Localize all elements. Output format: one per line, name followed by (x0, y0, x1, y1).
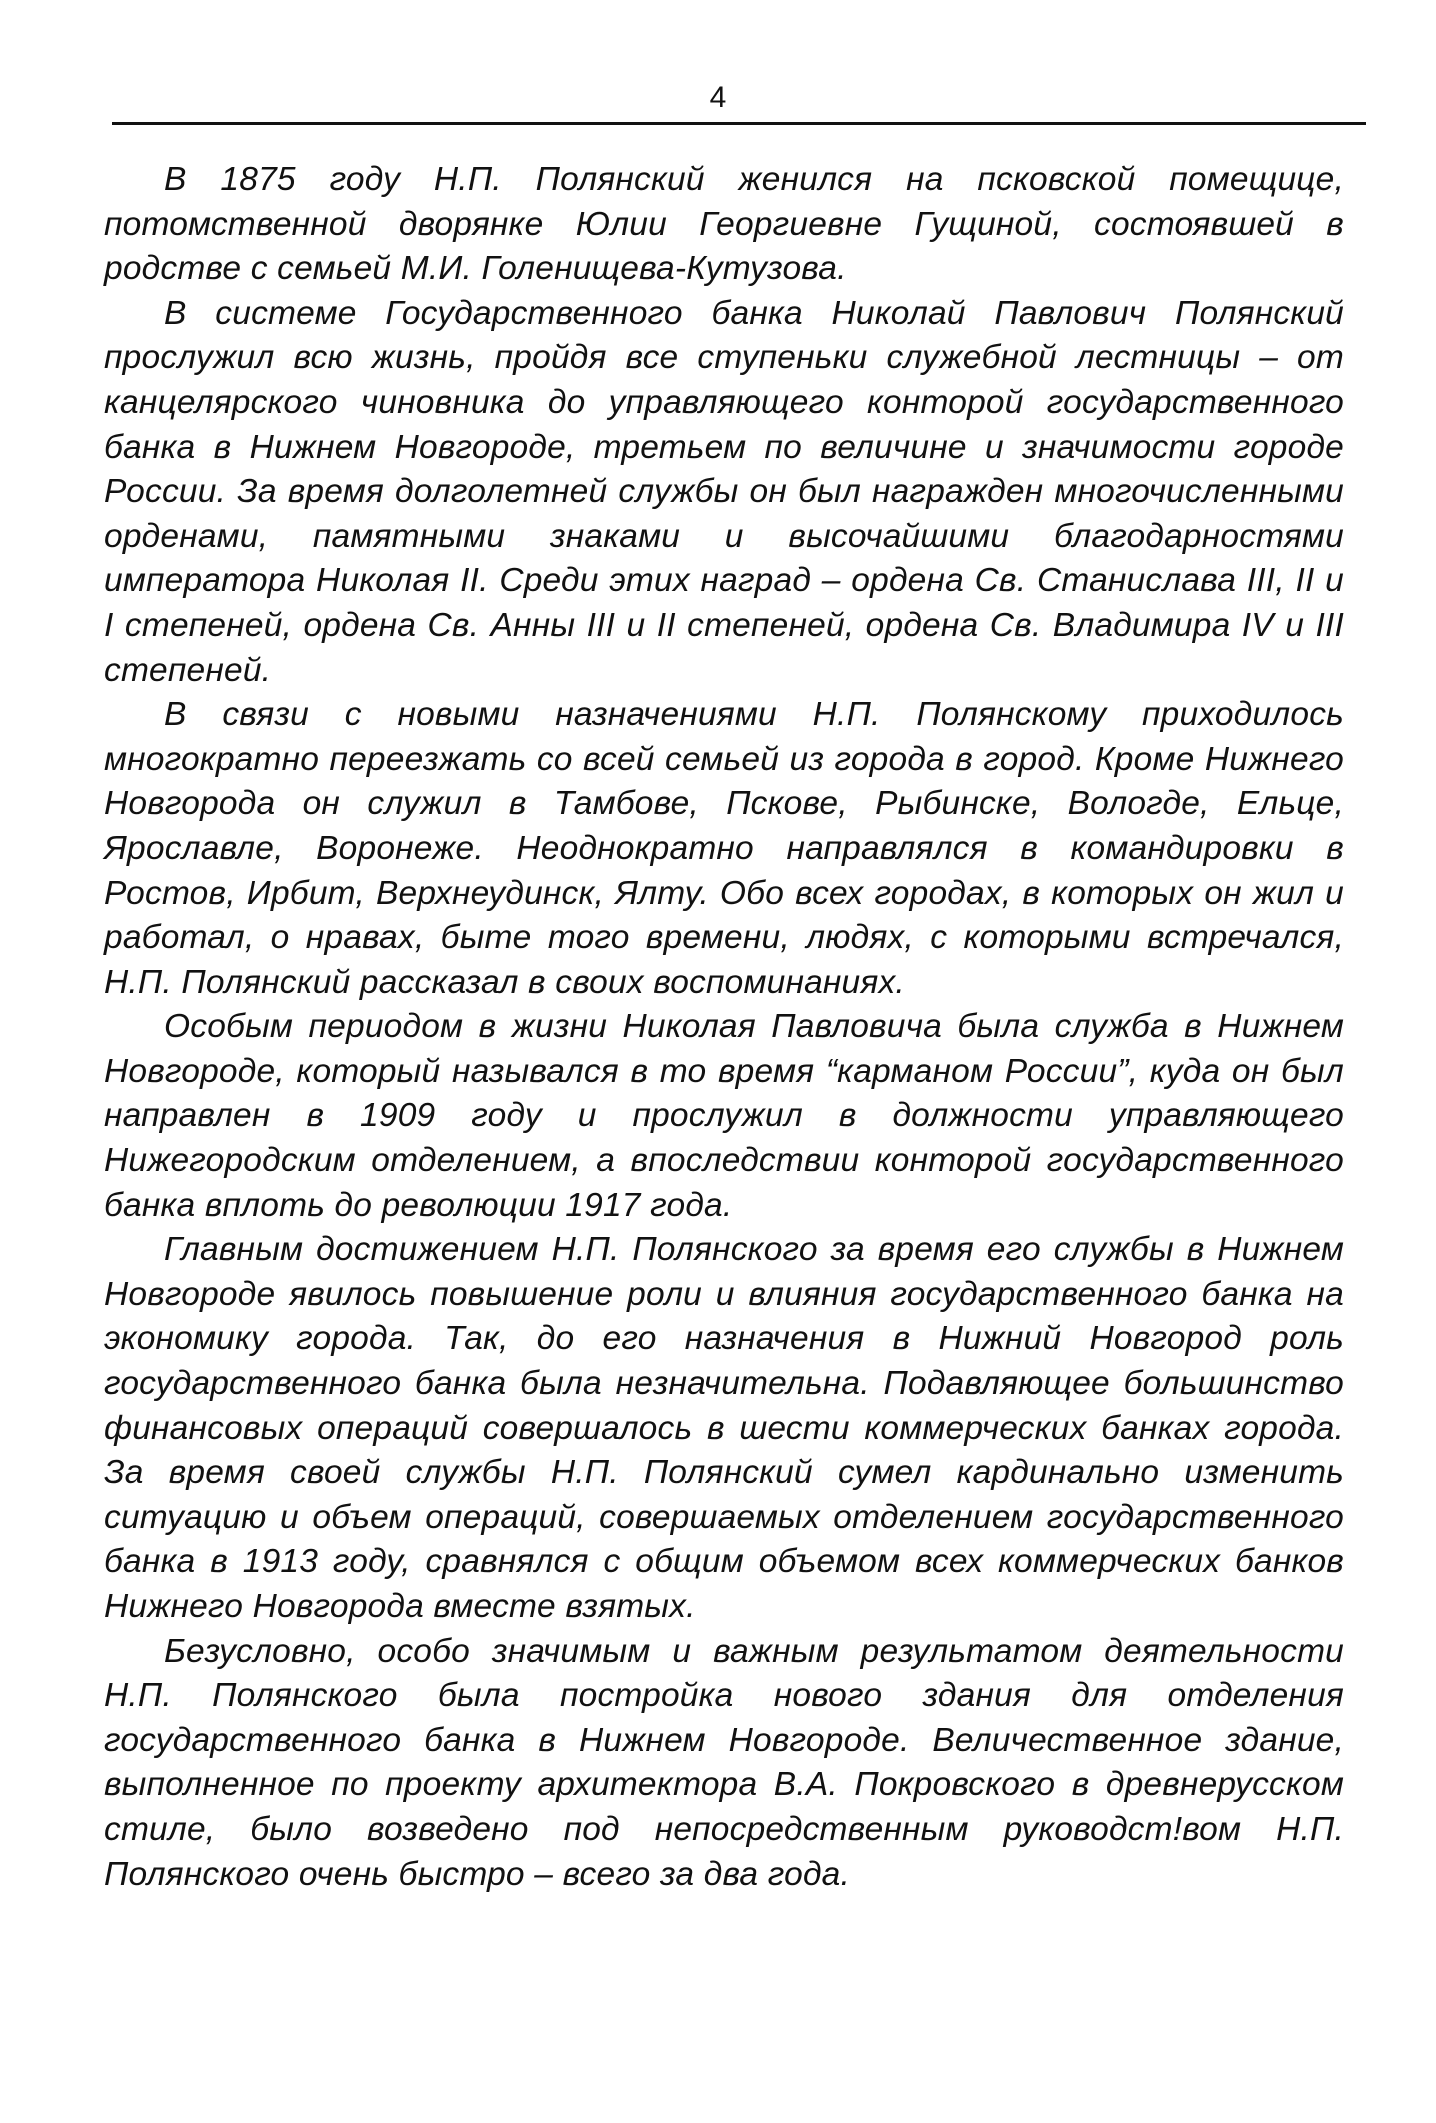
header-rule (112, 122, 1366, 125)
paragraph-nizhny-service: Особым периодом в жизни Николая Павловича была служба в Нижнем Новгороде, который назывался в то время “карманом России”, куда он был направлен в 1909 году и прослужил в должности управляющего Нижегородским отделением, а впоследствии конторой государственного банка вплоть до революции 1917 года. (104, 1008, 1344, 1224)
paragraph-achievement: Главным достижением Н.П. Полянского за время его службы в Нижнем Новгороде явилось повышение роли и влияния государственного банка на экономику города. Так, до его назначения в Нижний Новгород роль государственного банка была незначительна. Подавляющее большинство финансовых операций совершалось в шести коммерческих банках города. За время своей службы Н.П. Полянский сумел кардинально изменить ситуацию и объем операций, совершаемых отделением государственного банка в 1913 году, сравнялся с общим объемом всех коммерческих банков Нижнего Новгорода вместе взятых. (104, 1231, 1344, 1625)
paragraph-bank-building: Безусловно, особо значимым и важным результатом деятельности Н.П. Полянского была постройка нового здания для отделения государственного банка в Нижнем Новгороде. Величественное здание, выполненное по проекту архитектора В.А. Покровского в древнерусском стиле, было возведено под непосредственным руководст!вом Н.П. Полянского очень быстро – всего за два года. (104, 1632, 1344, 1893)
paragraph-career: В системе Государственного банка Николай Павлович Полянский прослужил всю жизнь, пройдя все ступеньки служебной лестницы – от канцелярского чиновника до управляющего конторой государственного банка в Нижнем Новгороде, третьем по величине и значимости городе России. За время долголетней службы он был награжден многочисленными орденами, памятными знаками и высочайшими благодарностями императора Николая II. Среди этих наград – ордена Св. Станислава III, II и I степеней, ордена Св. Анны III и II степеней, ордена Св. Владимира IV и III степеней. (104, 294, 1344, 689)
page-number: 4 (709, 81, 727, 114)
body-text (104, 158, 1344, 1897)
paragraph-relocations: В связи с новыми назначениями Н.П. Полянскому приходилось многократно переезжать со всей семьей из города в город. Кроме Нижнего Новгорода он служил в Тамбове, Пскове, Рыбинске, Вологде, Ельце, Ярославле, Воронеже. Неоднократно направлялся в командировки в Ростов, Ирбит, Верхнеудинск, Ялту. Обо всех городах, в которых он жил и работал, о нравах, быте того времени, людях, с которыми встречался, Н.П. Полянский рассказал в своих воспоминаниях. (104, 696, 1344, 1001)
paragraph-marriage: В 1875 году Н.П. Полянский женился на псковской помещице, потомственной дворянке Юлии Георгиевне Гущиной, состоявшей в родстве с семьей М.И. Голенищева-Кутузова. (104, 161, 1344, 288)
